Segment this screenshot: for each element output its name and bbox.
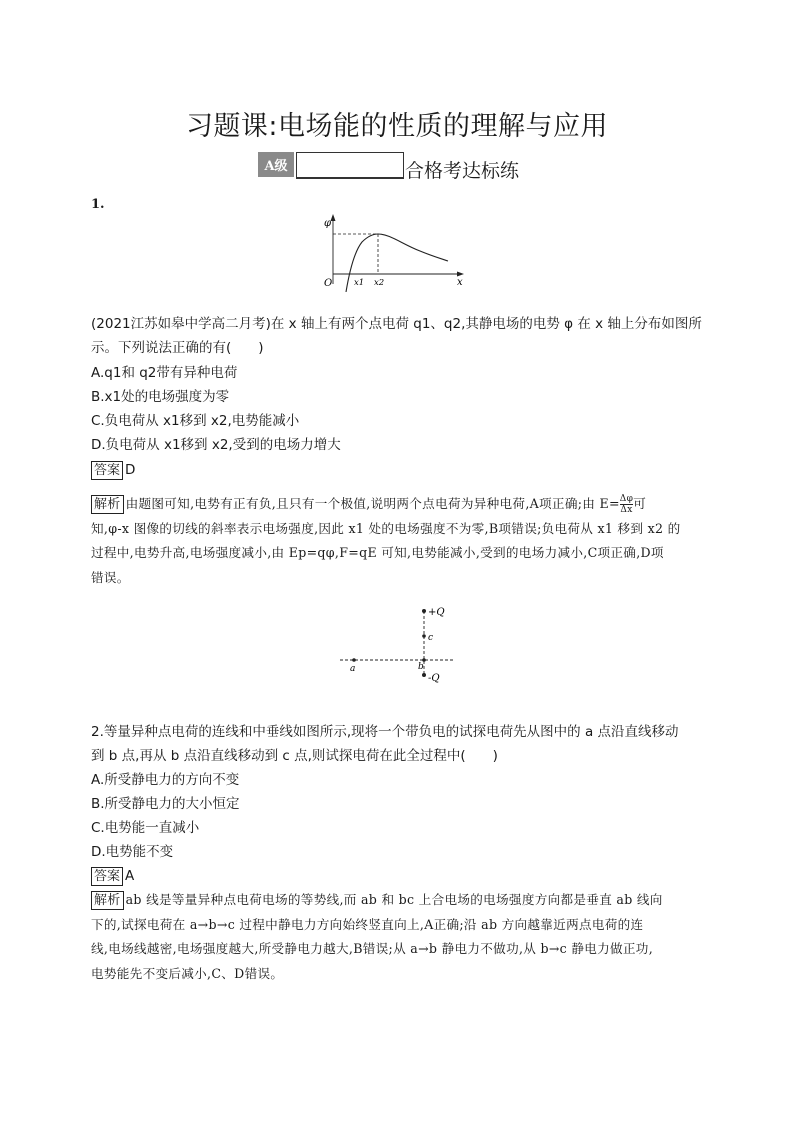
q2-explain-line4: 电势能先不变后减小,C、D错误。 <box>91 965 284 981</box>
q2-explain-line1: 解析 ab 线是等量异种点电荷电场的等势线,而 ab 和 bc 上合电场的电场强度方向都是垂直 ab 线向 <box>91 888 703 913</box>
q2-answer: A <box>125 868 135 884</box>
q1-origin-label: O <box>324 278 333 289</box>
q1-x-arrow <box>457 272 464 277</box>
q1-x-label: x <box>457 277 463 288</box>
q2-answer-label: 答案 <box>91 867 123 886</box>
q2-option-c: C.电势能一直减小 <box>91 820 200 836</box>
q1-explain-line3: 过程中,电势升高,电场强度减小,由 Ep=qφ,F=qE 可知,电势能减小,受到的电场力减小,C项正确,D项 <box>91 545 664 560</box>
q1-y-arrow <box>331 214 336 221</box>
q1-x2-label: x2 <box>374 278 385 288</box>
q2-a-label: a <box>350 664 356 674</box>
q1-explain-line2: 知,φ-x 图像的切线的斜率表示电场强度,因此 x1 处的电场强度不为零,B项错误;负电荷从 x1 移到 x2 的 <box>91 520 681 536</box>
q1-option-a: A.q1和 q2带有异种电荷 <box>91 365 238 381</box>
q2-explain-line2: 下的,试探电荷在 a→b→c 过程中静电力方向始终竖直向上,A正确;沿 ab 方向越靠近两点电荷的连 <box>91 916 644 932</box>
q1-option-c: C.负电荷从 x1移到 x2,电势能减小 <box>91 413 300 429</box>
q1-explanation <box>91 492 703 590</box>
q1-x1-label: x1 <box>354 278 365 288</box>
q2-explain-line3: 线,电场线越密,电场强度越大,所受静电力越大,B错误;从 a→b 静电力不做功,从 b→c 静电力做正功, <box>91 941 653 956</box>
q2-option-b: B.所受静电力的大小恒定 <box>91 796 240 812</box>
q2-stem-line2: 到 b 点,再从 b 点沿直线移动到 c 点,则试探电荷在此全过程中( ) <box>91 748 498 764</box>
q2-charge-diagram <box>338 603 458 683</box>
q2-c-label: c <box>428 633 434 643</box>
q1-stem-line1: (2021江苏如皋中学高二月考)在 x 轴上有两个点电荷 q1、q2,其静电场的电势 φ 在 x 轴上分布如图所 <box>91 316 702 332</box>
q2-option-d: D.电势能不变 <box>91 844 174 860</box>
page-title: 习题课:电场能的性质的理解与应用 <box>185 111 609 142</box>
q1-option-d: D.负电荷从 x1移到 x2,受到的电场力增大 <box>91 437 341 453</box>
q1-answer: D <box>125 462 136 478</box>
q2-explain-label: 解析 <box>91 891 124 910</box>
level-blank-box <box>296 152 404 179</box>
q1-fraction: $\frac{\Delta\varphi}{\Delta x}$ <box>619 494 634 515</box>
q2-minus-q-label: -Q <box>428 673 440 683</box>
q2-explanation <box>91 888 703 986</box>
q1-phi-x-graph <box>320 212 470 292</box>
q1-number: 1. <box>91 197 105 212</box>
q2-plus-charge <box>422 609 426 613</box>
q2-answer-row <box>91 864 134 888</box>
q1-stem-line2: 示。下列说法正确的有( ) <box>91 340 264 356</box>
q1-explain-line1: 解析 由题图可知,电势有正有负,且只有一个极值,说明两个点电荷为异种电荷,A项正确;由 E= $\frac{\Delta\varphi}{\Delta x}$ 可 <box>91 492 703 517</box>
q1-explain-label: 解析 <box>91 495 124 514</box>
q1-answer-row <box>91 458 135 482</box>
q2-plus-q-label: +Q <box>428 607 445 618</box>
q1-answer-label: 答案 <box>91 461 123 480</box>
q2-point-c <box>422 634 426 638</box>
level-badge: A级 <box>258 152 294 177</box>
q1-phi-label: φ <box>324 218 332 229</box>
q2-point-a <box>352 658 356 662</box>
q2-stem-line1: 2.等量异种点电荷的连线和中垂线如图所示,现将一个带负电的试探电荷先从图中的 a 点沿直线移动 <box>91 724 679 740</box>
q2-option-a: A.所受静电力的方向不变 <box>91 772 240 788</box>
level-caption: 合格考达标练 <box>405 160 520 182</box>
q1-option-b: B.x1处的电场强度为零 <box>91 389 230 405</box>
q2-b-label: b <box>418 662 424 672</box>
q2-minus-charge <box>422 673 426 677</box>
q1-explain-line4: 错误。 <box>91 569 130 585</box>
